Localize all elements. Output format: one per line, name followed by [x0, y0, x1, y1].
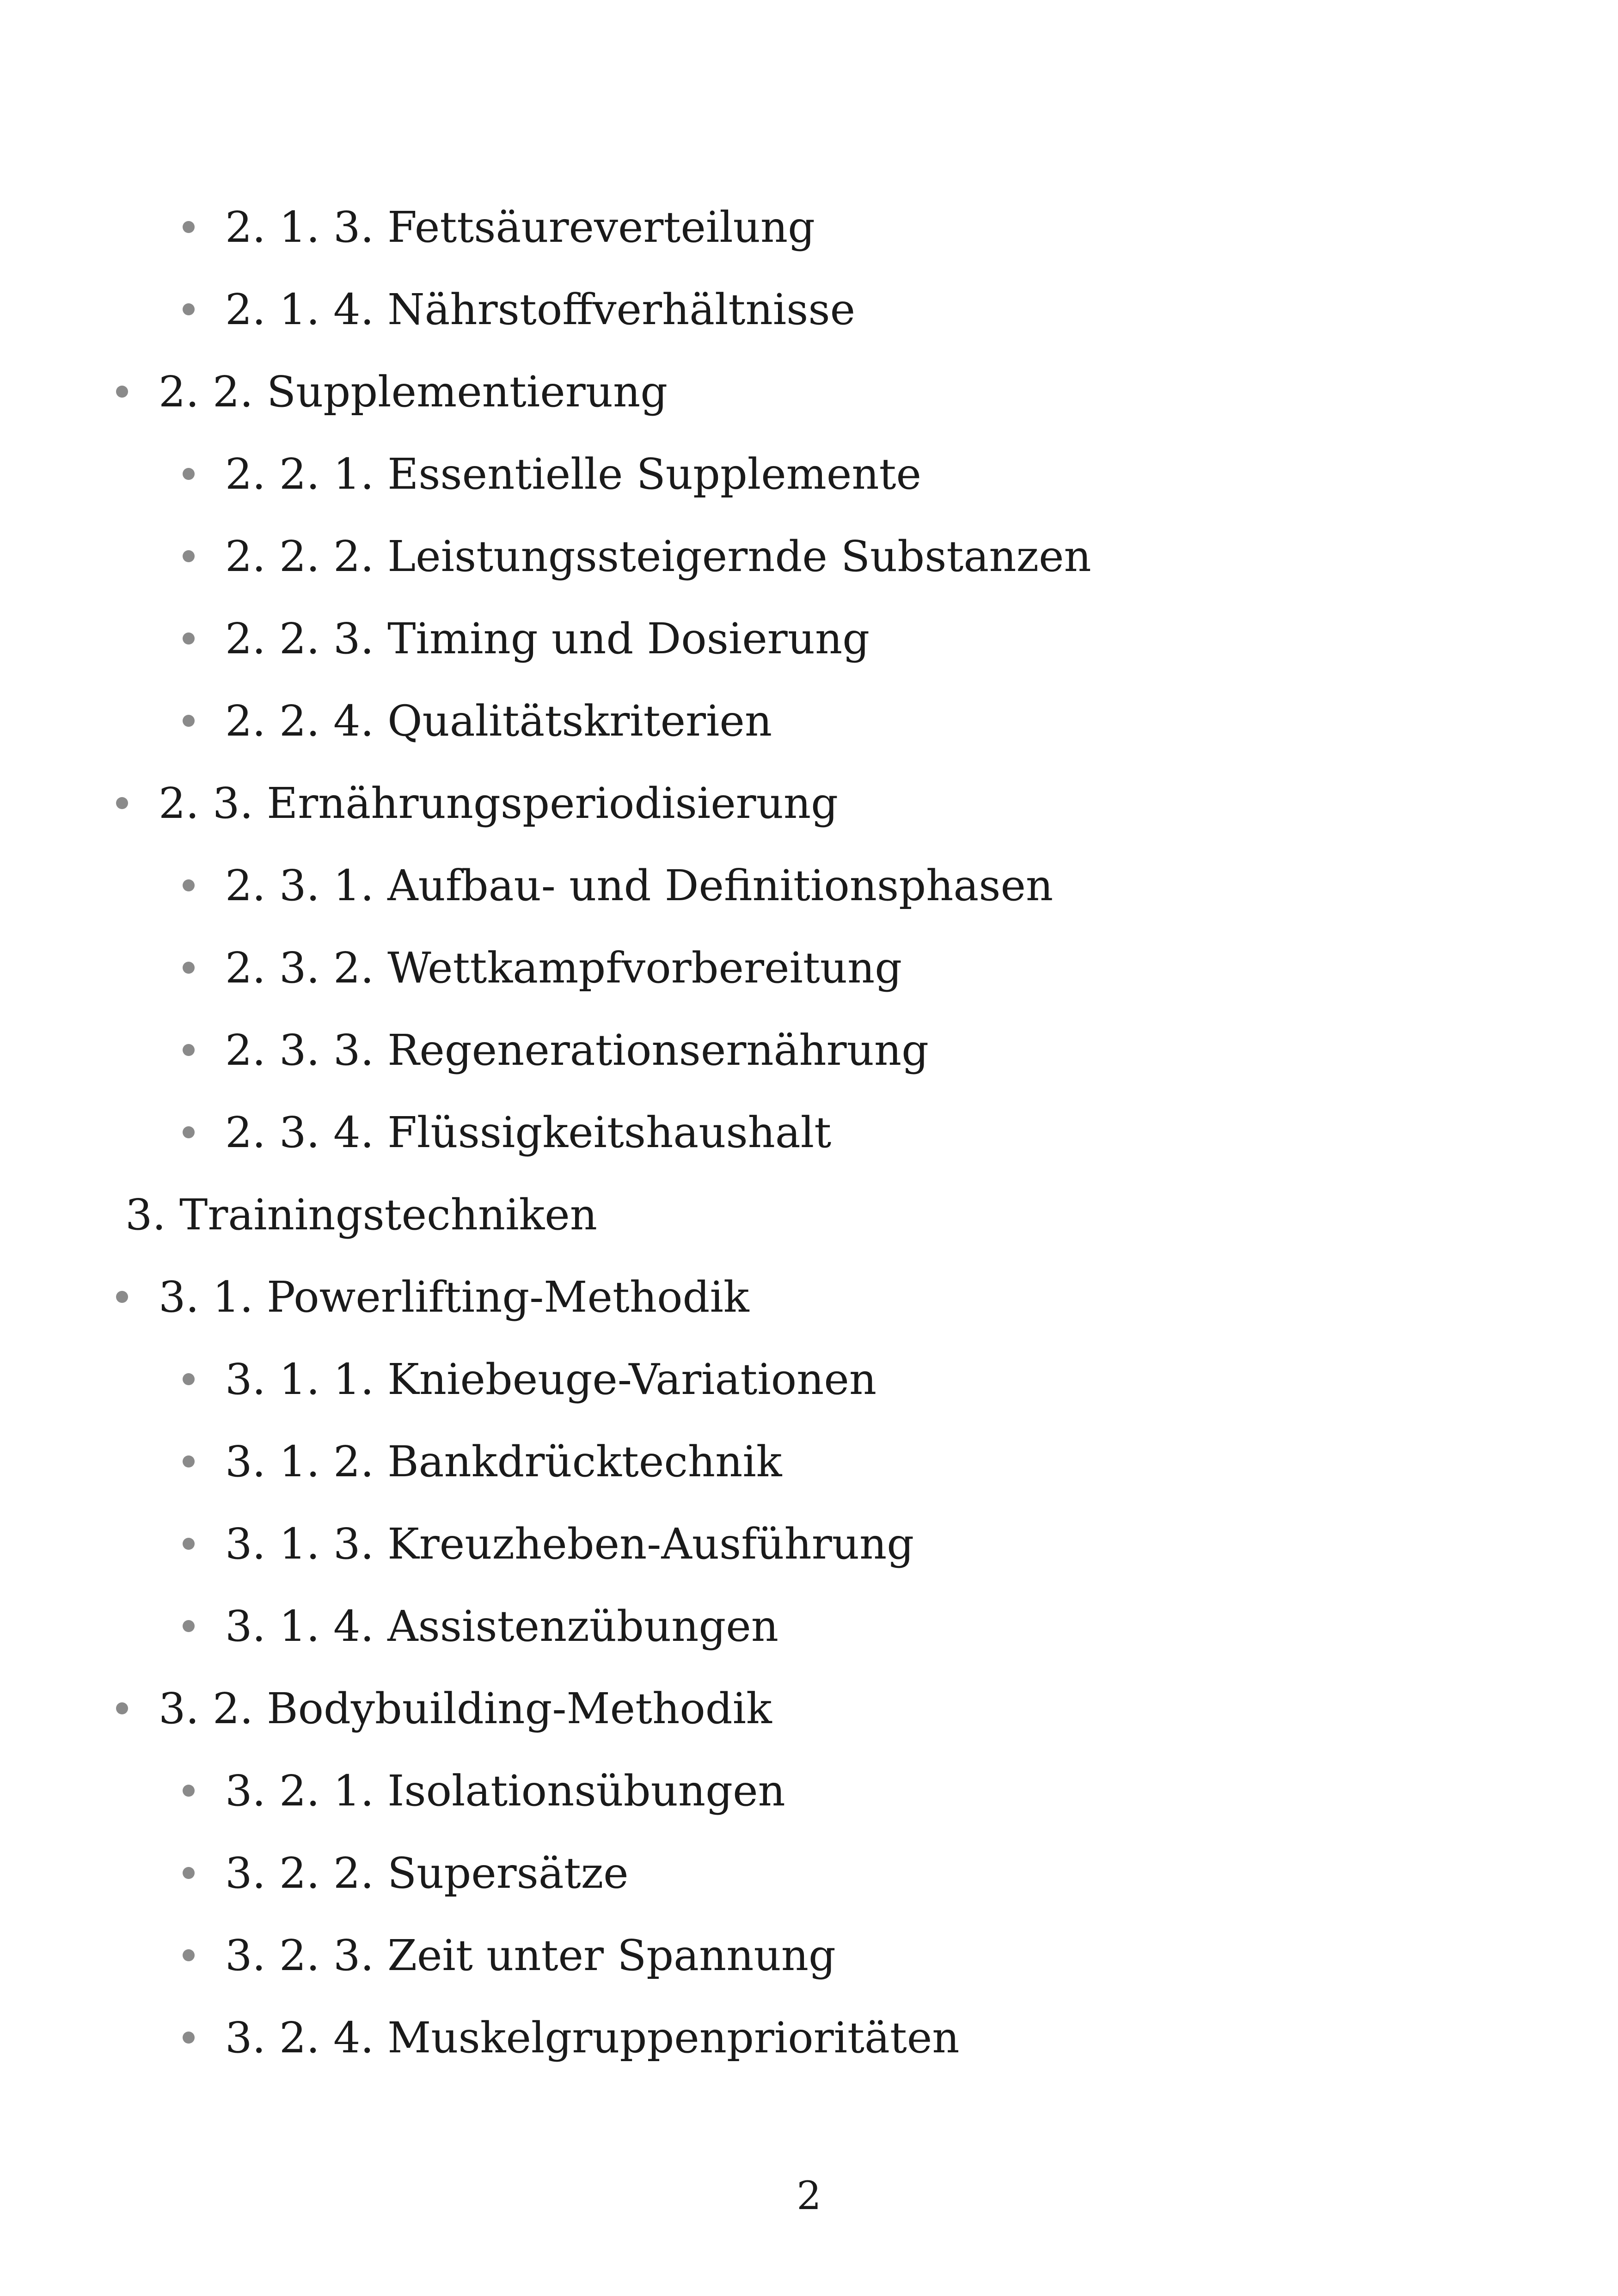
bullet-icon	[183, 468, 195, 480]
bullet-icon	[116, 1702, 128, 1714]
toc-entry-text: 3. 2. 2. Supersätze	[225, 1848, 629, 1898]
toc-entry	[0, 350, 668, 433]
toc-entry-text: 3. 2. 3. Zeit unter Spannung	[225, 1930, 836, 1980]
toc-entry	[0, 1338, 876, 1420]
toc-entry	[0, 186, 815, 268]
toc-entry-text: 2. 1. 3. Fettsäureverteilung	[225, 202, 815, 252]
bullet-icon	[183, 1538, 195, 1550]
toc-entry-text: 3. 2. 4. Muskelgruppenprioritäten	[225, 2013, 960, 2063]
toc-entry	[0, 1503, 914, 1585]
toc-entry	[0, 1585, 778, 1667]
bullet-icon	[183, 221, 195, 233]
bullet-icon	[183, 1620, 195, 1632]
bullet-icon	[183, 1867, 195, 1879]
toc-entry-text: 3. 2. Bodybuilding-Methodik	[159, 1683, 772, 1733]
toc-entry-text: 3. 1. 3. Kreuzheben-Ausführung	[225, 1519, 914, 1569]
toc-entry	[0, 1832, 629, 1914]
toc-entry	[0, 433, 921, 515]
toc-entry	[0, 1256, 749, 1338]
toc-entry	[0, 680, 772, 762]
bullet-icon	[183, 962, 195, 974]
bullet-icon	[183, 715, 195, 727]
toc-entry-text: 2. 2. 1. Essentielle Supplemente	[225, 449, 922, 499]
bullet-icon	[116, 797, 128, 809]
toc-entry-text: 2. 1. 4. Nährstoffverhältnisse	[225, 284, 856, 334]
bullet-icon	[116, 1291, 128, 1303]
bullet-icon	[183, 1373, 195, 1385]
toc-entry	[0, 1914, 836, 1996]
toc-chapter-heading	[0, 1173, 597, 1256]
toc-entry-text: 3. 1. 1. Kniebeuge-Variationen	[225, 1354, 877, 1404]
bullet-icon	[183, 1949, 195, 1961]
bullet-icon	[183, 1455, 195, 1467]
toc-entry	[0, 268, 855, 350]
page-number: 2	[797, 2173, 821, 2218]
bullet-icon	[183, 2032, 195, 2044]
toc-entry	[0, 844, 1053, 927]
bullet-icon	[183, 879, 195, 891]
toc-entry	[0, 1750, 785, 1832]
toc-entry	[0, 515, 1091, 597]
bullet-icon	[183, 550, 195, 562]
toc-entry-text: 2. 2. 2. Leistungssteigernde Substanzen	[225, 531, 1091, 581]
toc-entry-text: 2. 3. Ernährungsperiodisierung	[159, 778, 839, 828]
toc-entry-text: 3. 1. Powerlifting-Methodik	[159, 1272, 749, 1322]
toc-entry-text: 3. 1. 2. Bankdrücktechnik	[225, 1437, 782, 1486]
toc-entry-text: 2. 2. 3. Timing und Dosierung	[225, 614, 870, 663]
toc-entry	[0, 1009, 929, 1091]
bullet-icon	[116, 386, 128, 398]
toc-entry-text: 2. 2. Supplementierung	[159, 367, 668, 417]
toc-entry	[0, 927, 902, 1009]
bullet-icon	[183, 1785, 195, 1797]
toc-entry-text: 3. 2. 1. Isolationsübungen	[225, 1766, 785, 1816]
toc-entry-text: 2. 3. 2. Wettkampfvorbereitung	[225, 943, 902, 993]
toc-entry-text: 2. 3. 3. Regenerationsernährung	[225, 1025, 929, 1075]
toc-entry	[0, 597, 870, 680]
bullet-icon	[183, 1044, 195, 1056]
toc-entry-text: 2. 3. 1. Aufbau- und Definitionsphasen	[225, 860, 1054, 910]
toc-entry-text: 3. Trainingstechniken	[125, 1190, 597, 1240]
bullet-icon	[183, 632, 195, 645]
toc-entry	[0, 1091, 831, 1173]
toc-entry	[0, 1420, 782, 1503]
toc-entry	[0, 762, 838, 844]
toc-entry	[0, 1996, 960, 2079]
bullet-icon	[183, 303, 195, 315]
toc-entry-text: 2. 2. 4. Qualitätskriterien	[225, 696, 772, 746]
toc-entry-text: 3. 1. 4. Assistenzübungen	[225, 1601, 778, 1651]
toc-entry-text: 2. 3. 4. Flüssigkeitshaushalt	[225, 1107, 832, 1157]
toc-entry	[0, 1667, 772, 1750]
bullet-icon	[183, 1126, 195, 1138]
